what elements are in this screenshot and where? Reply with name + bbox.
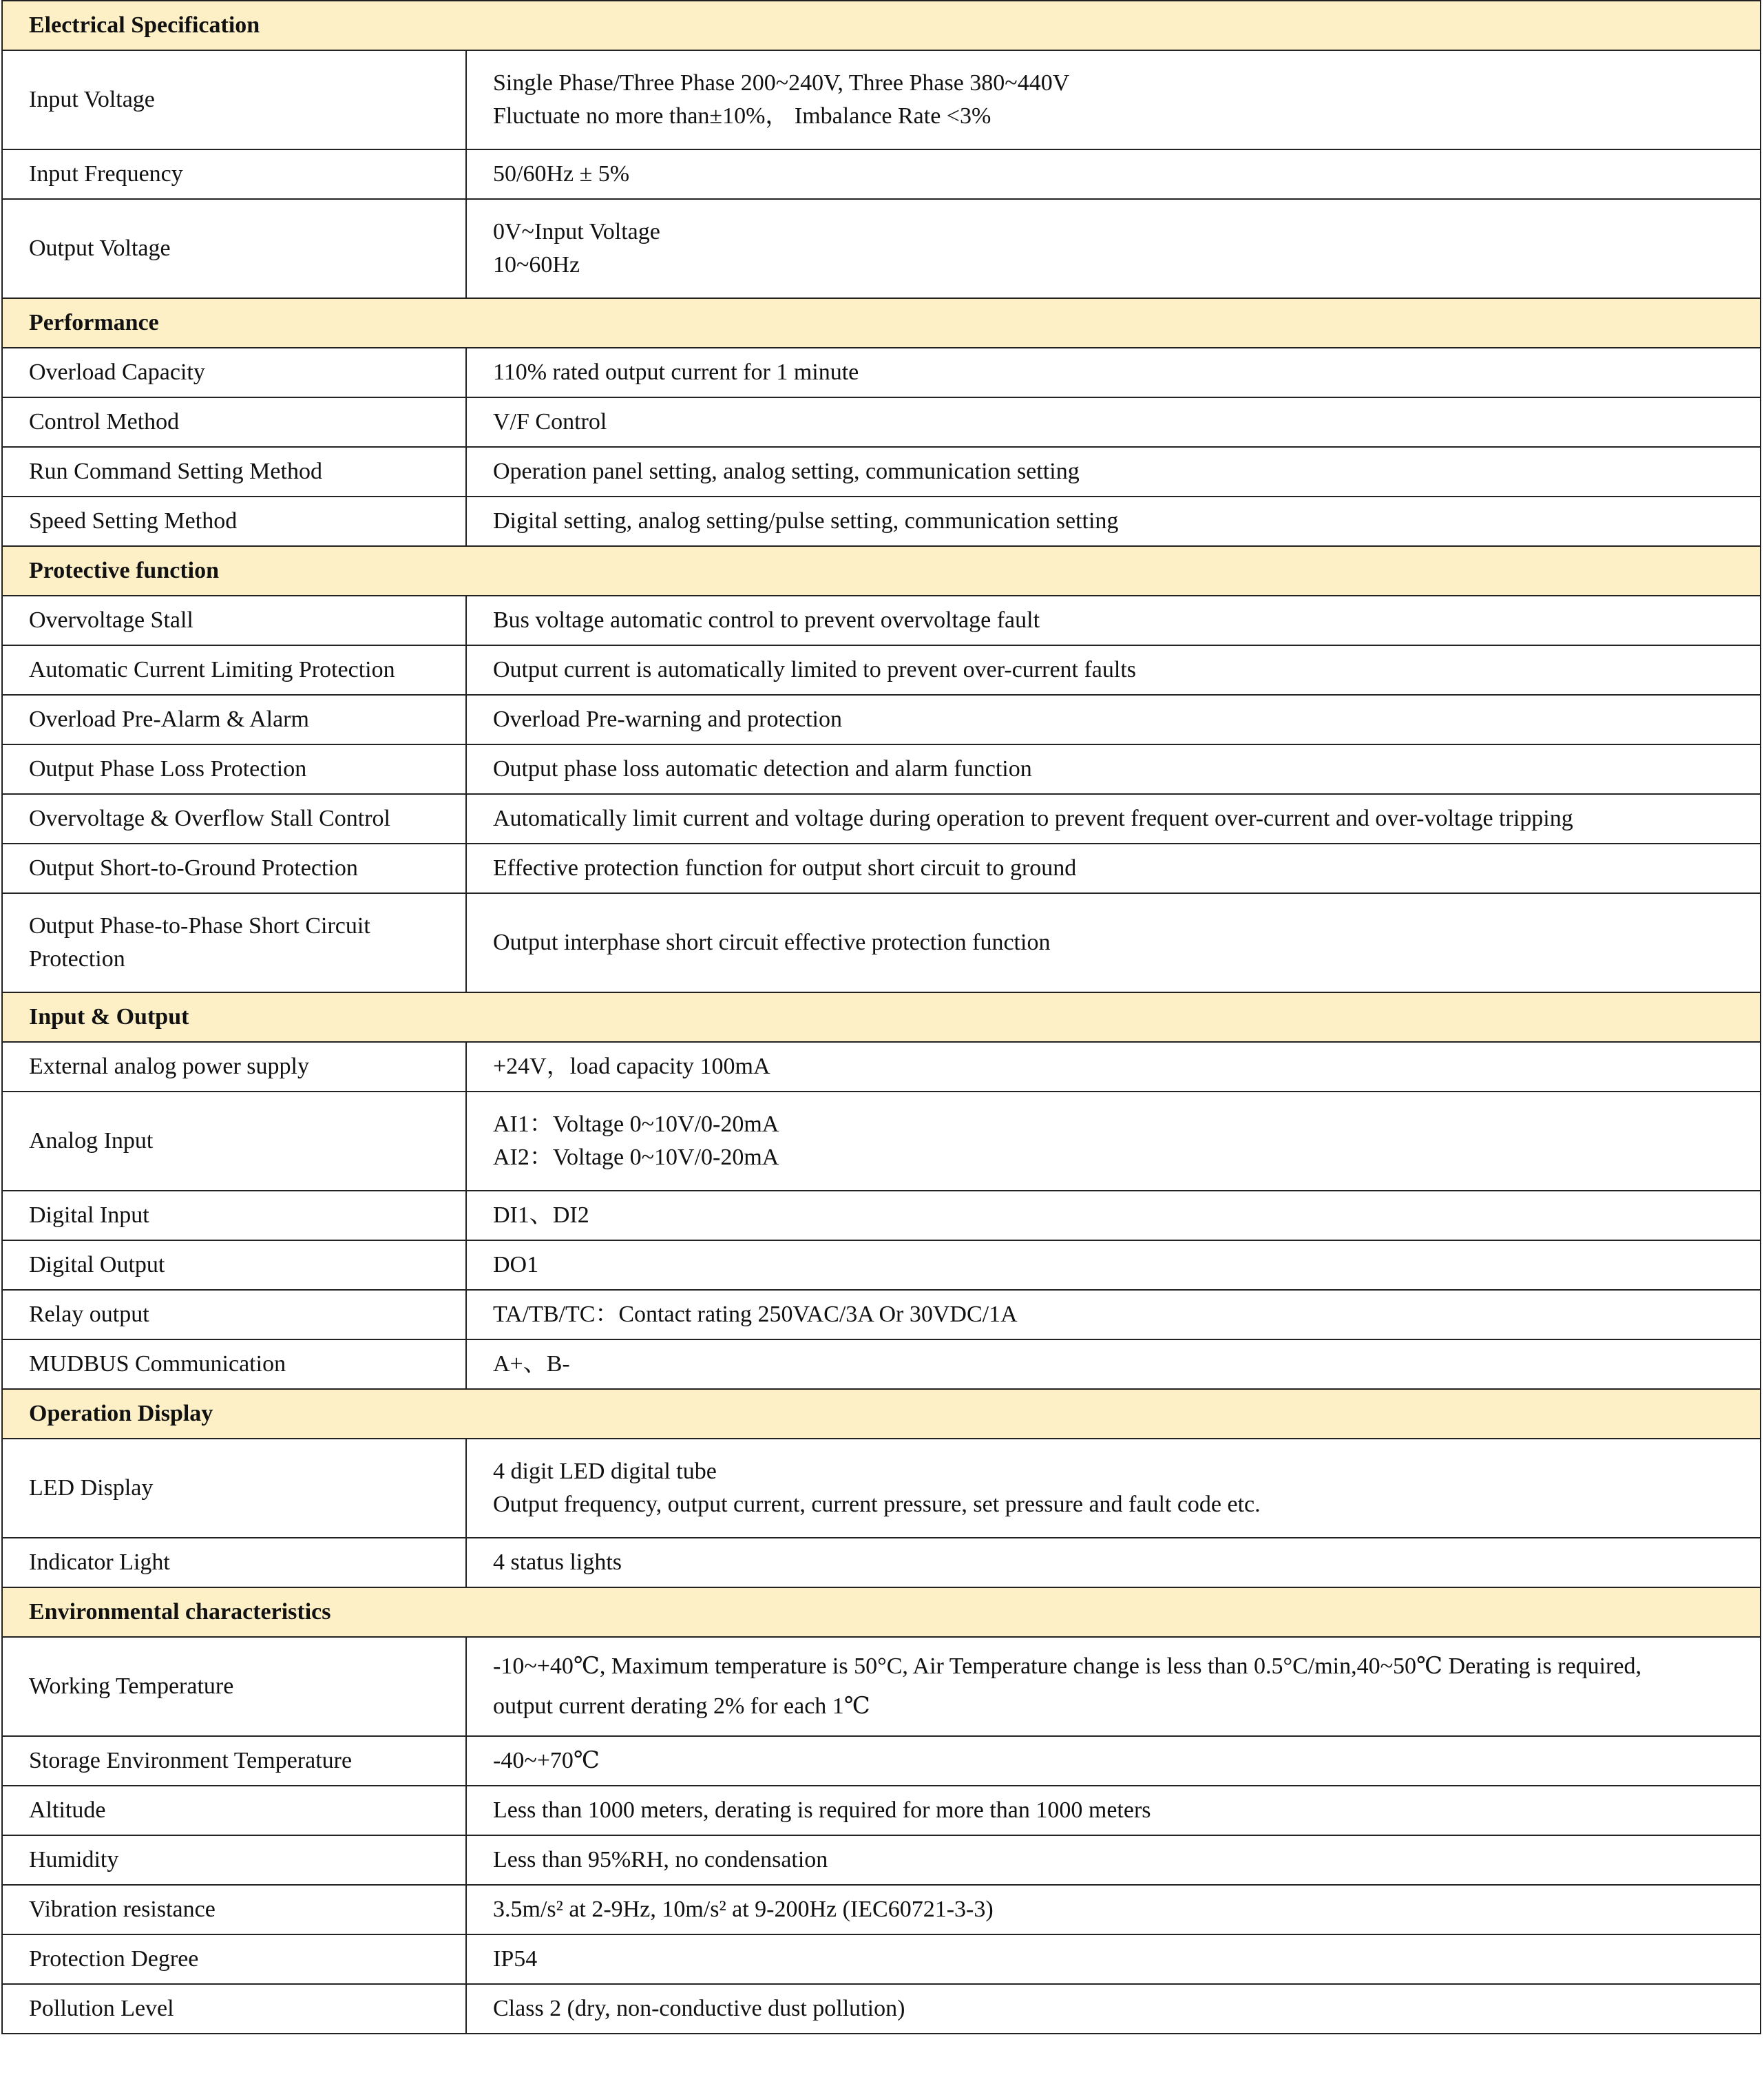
- table-row: [2, 1339, 1761, 1389]
- value-line: -40~+70℃: [493, 1748, 600, 1773]
- row-value: [466, 1786, 1761, 1835]
- row-label: Indicator Light: [2, 1538, 466, 1587]
- row-value: [466, 794, 1761, 844]
- value-line: 4 digit LED digital tube: [493, 1459, 717, 1484]
- value-line: 110% rated output current for 1 minute: [493, 359, 859, 385]
- row-label: Vibration resistance: [2, 1885, 466, 1934]
- section-title: Protective function: [2, 546, 1761, 596]
- row-label: Overvoltage & Overflow Stall Control: [2, 794, 466, 844]
- section-title: Performance: [2, 298, 1761, 348]
- row-value: [466, 1240, 1761, 1290]
- row-label: Altitude: [2, 1786, 466, 1835]
- table-row: [2, 1984, 1761, 2034]
- row-value: [466, 1736, 1761, 1786]
- value-line: A+、B-: [493, 1351, 570, 1377]
- table-row: [2, 1290, 1761, 1339]
- value-line: Less than 95%RH, no condensation: [493, 1847, 828, 1872]
- table-row: [2, 794, 1761, 844]
- table-row: [2, 1934, 1761, 1984]
- row-label: Relay output: [2, 1290, 466, 1339]
- value-line: Output current is automatically limited to prevent over-current faults: [493, 657, 1137, 682]
- section-header: [2, 1, 1761, 50]
- row-label: External analog power supply: [2, 1042, 466, 1092]
- row-value: [466, 744, 1761, 794]
- row-value: [466, 1092, 1761, 1191]
- row-label: Overload Pre-Alarm & Alarm: [2, 695, 466, 744]
- table-row: [2, 1885, 1761, 1934]
- value-line: Fluctuate no more than±10%， Imbalance Rate <3%: [493, 103, 991, 129]
- spec-table: [1, 0, 1761, 2034]
- table-row: [2, 497, 1761, 546]
- value-line: V/F Control: [493, 409, 607, 435]
- row-value: [466, 1835, 1761, 1885]
- row-label: Overload Capacity: [2, 348, 466, 397]
- table-row: [2, 893, 1761, 992]
- value-line: +24V，load capacity 100mA: [493, 1054, 770, 1079]
- row-value: [466, 596, 1761, 645]
- value-line: 50/60Hz ± 5%: [493, 161, 630, 187]
- section-header: [2, 546, 1761, 596]
- value-line: Digital setting, analog setting/pulse setting, communication setting: [493, 508, 1119, 534]
- table-row: [2, 1042, 1761, 1092]
- value-line: Effective protection function for output short circuit to ground: [493, 855, 1077, 881]
- value-line: 4 status lights: [493, 1549, 622, 1575]
- table-row: [2, 596, 1761, 645]
- section-title: Operation Display: [2, 1389, 1761, 1439]
- row-label: Digital Input: [2, 1191, 466, 1240]
- table-row: [2, 1240, 1761, 1290]
- row-value: [466, 50, 1761, 149]
- section-header: [2, 992, 1761, 1042]
- value-line: Class 2 (dry, non-conductive dust pollution): [493, 1996, 905, 2021]
- row-value: [466, 645, 1761, 695]
- value-line: DI1、DI2: [493, 1202, 589, 1228]
- row-value: [466, 1934, 1761, 1984]
- row-value: [466, 447, 1761, 497]
- row-value: [466, 1439, 1761, 1538]
- row-value: [466, 1191, 1761, 1240]
- table-row: [2, 1736, 1761, 1786]
- value-line: Single Phase/Three Phase 200~240V, Three Phase 380~440V: [493, 70, 1070, 96]
- value-line: AI1：Voltage 0~10V/0-20mA: [493, 1111, 779, 1137]
- section-title: Input & Output: [2, 992, 1761, 1042]
- table-row: [2, 645, 1761, 695]
- value-line: TA/TB/TC：Contact rating 250VAC/3A Or 30VDC/1A: [493, 1302, 1018, 1327]
- row-label: Automatic Current Limiting Protection: [2, 645, 466, 695]
- row-label: Analog Input: [2, 1092, 466, 1191]
- table-row: [2, 695, 1761, 744]
- value-line: Output frequency, output current, current pressure, set pressure and fault code etc.: [493, 1492, 1261, 1517]
- row-label: Output Phase-to-Phase Short Circuit Protection: [2, 893, 466, 992]
- row-label: Output Voltage: [2, 199, 466, 298]
- value-line: Automatically limit current and voltage during operation to prevent frequent over-current and over-voltage tripping: [493, 806, 1573, 831]
- row-value: [466, 348, 1761, 397]
- section-header: [2, 1389, 1761, 1439]
- row-label: Run Command Setting Method: [2, 447, 466, 497]
- row-label: LED Display: [2, 1439, 466, 1538]
- table-row: [2, 1786, 1761, 1835]
- row-label: Speed Setting Method: [2, 497, 466, 546]
- table-row: [2, 1538, 1761, 1587]
- table-row: [2, 744, 1761, 794]
- row-label: Input Frequency: [2, 149, 466, 199]
- row-value: [466, 1042, 1761, 1092]
- value-line: Overload Pre-warning and protection: [493, 707, 842, 732]
- row-value: [466, 844, 1761, 893]
- value-line: 0V~Input Voltage: [493, 219, 660, 244]
- row-value: [466, 1339, 1761, 1389]
- row-value: [466, 695, 1761, 744]
- row-label: Humidity: [2, 1835, 466, 1885]
- row-label: Input Voltage: [2, 50, 466, 149]
- row-label: Control Method: [2, 397, 466, 447]
- row-label: Digital Output: [2, 1240, 466, 1290]
- row-label: Output Phase Loss Protection: [2, 744, 466, 794]
- value-line: IP54: [493, 1946, 538, 1972]
- row-value: [466, 199, 1761, 298]
- row-value: [466, 149, 1761, 199]
- value-line: output current derating 2% for each 1℃: [493, 1693, 870, 1719]
- table-row: [2, 1439, 1761, 1538]
- value-line: Bus voltage automatic control to prevent overvoltage fault: [493, 607, 1040, 633]
- row-label: Protection Degree: [2, 1934, 466, 1984]
- table-row: [2, 397, 1761, 447]
- section-header: [2, 298, 1761, 348]
- table-row: [2, 348, 1761, 397]
- section-header: [2, 1587, 1761, 1637]
- row-label: Working Temperature: [2, 1637, 466, 1736]
- value-line: -10~+40℃, Maximum temperature is 50°C, Air Temperature change is less than 0.5°C/min,40~50℃ Derating is required,: [493, 1653, 1641, 1679]
- table-row: [2, 1191, 1761, 1240]
- section-title: Environmental characteristics: [2, 1587, 1761, 1637]
- row-value: [466, 1290, 1761, 1339]
- row-label: Overvoltage Stall: [2, 596, 466, 645]
- value-line: Output interphase short circuit effective protection function: [493, 930, 1051, 955]
- table-row: [2, 199, 1761, 298]
- value-line: Less than 1000 meters, derating is required for more than 1000 meters: [493, 1797, 1151, 1823]
- table-row: [2, 1835, 1761, 1885]
- section-title: Electrical Specification: [2, 1, 1761, 50]
- row-label: Pollution Level: [2, 1984, 466, 2034]
- value-line: DO1: [493, 1252, 539, 1277]
- value-line: 3.5m/s² at 2-9Hz, 10m/s² at 9-200Hz (IEC60721-3-3): [493, 1897, 994, 1922]
- table-row: [2, 149, 1761, 199]
- row-value: [466, 893, 1761, 992]
- row-label: Storage Environment Temperature: [2, 1736, 466, 1786]
- row-value: [466, 1984, 1761, 2034]
- table-row: [2, 844, 1761, 893]
- row-value: [466, 1538, 1761, 1587]
- table-row: [2, 447, 1761, 497]
- row-value: [466, 1885, 1761, 1934]
- table-row: [2, 50, 1761, 149]
- row-value: [466, 497, 1761, 546]
- row-label: MUDBUS Communication: [2, 1339, 466, 1389]
- value-line: AI2：Voltage 0~10V/0-20mA: [493, 1145, 779, 1170]
- value-line: Operation panel setting, analog setting, communication setting: [493, 459, 1080, 484]
- table-row: [2, 1092, 1761, 1191]
- row-label: Output Short-to-Ground Protection: [2, 844, 466, 893]
- row-value: [466, 1637, 1761, 1736]
- value-line: Output phase loss automatic detection and alarm function: [493, 756, 1032, 782]
- table-row: [2, 1637, 1761, 1736]
- row-value: [466, 397, 1761, 447]
- value-line: 10~60Hz: [493, 252, 580, 278]
